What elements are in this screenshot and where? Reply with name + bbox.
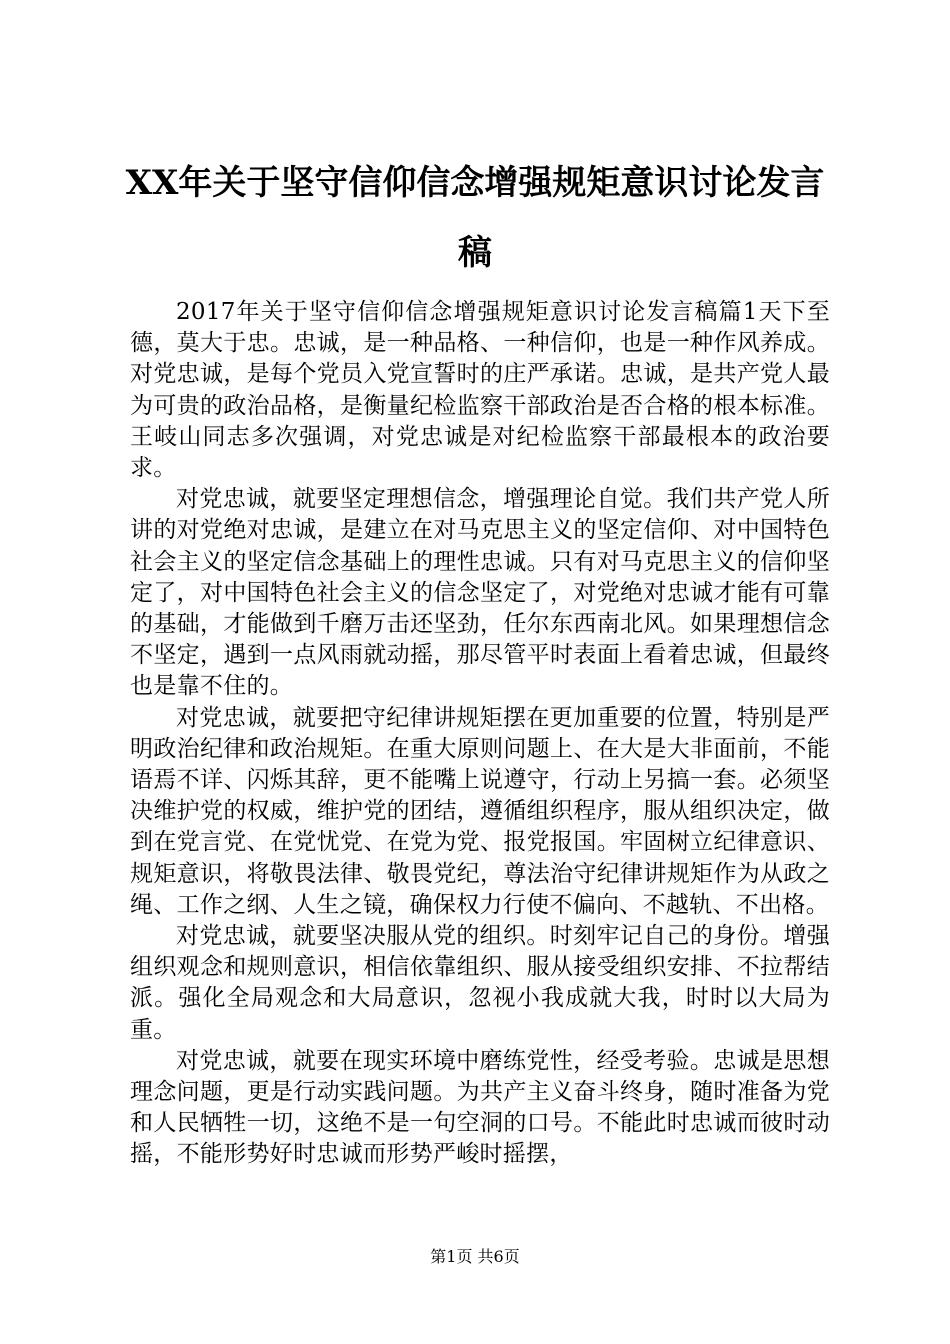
paragraph: 对党忠诚，就要在现实环境中磨练党性，经受考验。忠诚是思想理念问题，更是行动实践问题。为共产主义奋斗终身，随时准备为党和人民牺牲一切，这绝不是一句空洞的口号。不能此时忠诚而彼时动摇，不能形势好时忠诚而形势严峻时摇摆， [130, 1047, 830, 1168]
document-title: XX年关于坚守信仰信念增强规矩意识讨论发言稿 [125, 163, 825, 273]
paragraph: 对党忠诚，就要坚定理想信念，增强理论自觉。我们共产党人所讲的对党绝对忠诚，是建立在对马克思主义的坚定信仰、对中国特色社会主义的坚定信念基础上的理性忠诚。只有对马克思主义的信仰坚定了，对中国特色社会主义的信念坚定了，对党绝对忠诚才能有可靠的基础，才能做到千磨万击还坚劲，任尔东西南北风。如果理想信念不坚定，遇到一点风雨就动摇，那尽管平时表面上看着忠诚，但最终也是靠不住的。 [130, 486, 830, 700]
paragraph: 对党忠诚，就要坚决服从党的组织。时刻牢记自己的身份。增强组织观念和规则意识，相信依靠组织、服从接受组织安排、不拉帮结派。强化全局观念和大局意识，忽视小我成就大我，时时以大局为重。 [130, 923, 830, 1043]
page-number-footer: 第1页 共6页 [430, 1247, 520, 1266]
paragraph: 对党忠诚，就要把守纪律讲规矩摆在更加重要的位置，特别是严明政治纪律和政治规矩。在重大原则问题上、在大是大非面前，不能语焉不详、闪烁其辞，更不能嘴上说遵守，行动上另搞一套。必须坚决维护党的权威，维护党的团结，遵循组织程序，服从组织决定，做到在党言党、在党忧党、在党为党、报党报国。牢固树立纪律意识、规矩意识，将敬畏法律、敬畏党纪，尊法治守纪律讲规矩作为从政之绳、工作之纲、人生之镜，确保权力行使不偏向、不越轨、不出格。 [130, 704, 830, 918]
document-body [130, 297, 830, 1171]
paragraph: 2017年关于坚守信仰信念增强规矩意识讨论发言稿篇1天下至德，莫大于忠。忠诚，是一种品格、一种信仰，也是一种作风养成。对党忠诚，是每个党员入党宣誓时的庄严承诺。忠诚，是共产党人最为可贵的政治品格，是衡量纪检监察干部政治是否合格的根本标准。王岐山同志多次强调，对党忠诚是对纪检监察干部最根本的政治要求。 [130, 299, 830, 482]
